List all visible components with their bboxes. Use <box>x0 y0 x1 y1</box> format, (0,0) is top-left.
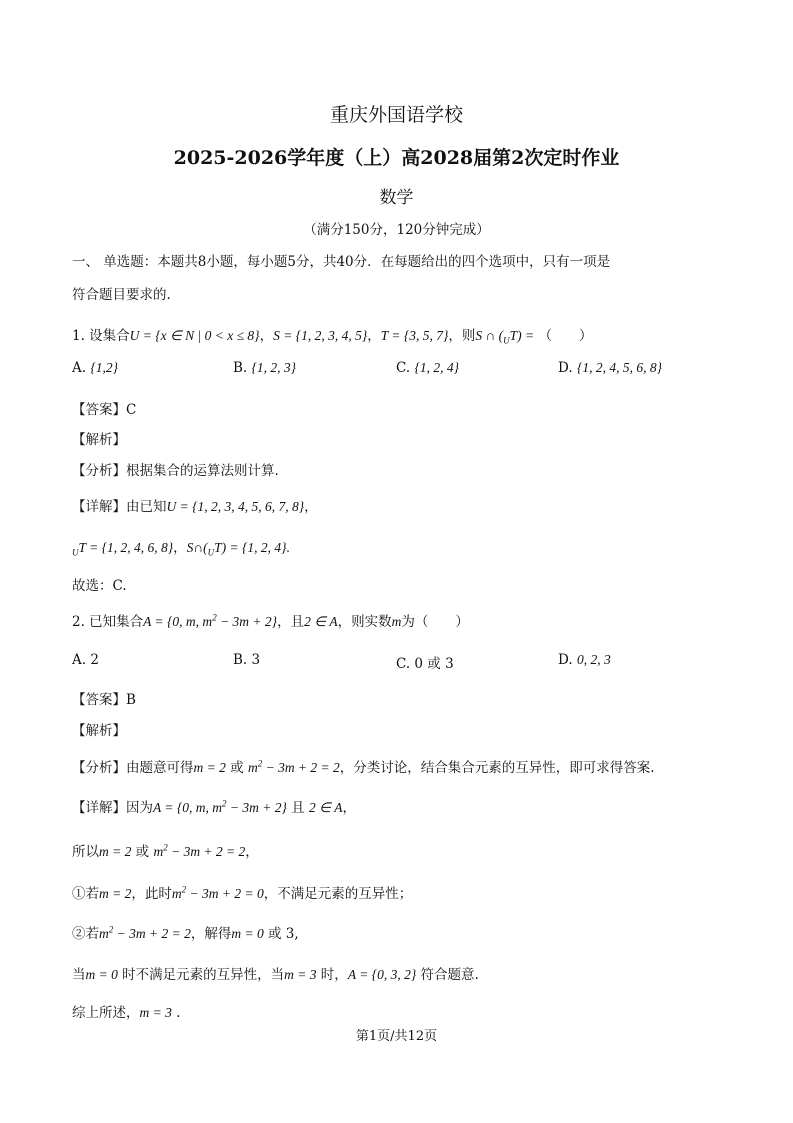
q1-complement-line: $_U$T = {1, 2, 4, 6, 8}，$S\cap(_UT) = \{1$, 2, 4}. <box>72 540 290 558</box>
q2-case-1: ①若m = 2，此时$m^2 - 3m + 2 = 0$，不满足元素的互异性； <box>72 884 413 902</box>
q1-option-a: A. {1,2} <box>72 360 119 376</box>
q1-fenxi: 【分析】根据集合的运算法则计算. <box>72 463 279 479</box>
q1-set-t: T = {3, 5, 7} <box>380 328 449 343</box>
q2-fenxi: 【分析】由题意可得m = 2 或 $m^2 - 3m + 2 = 2$，分类讨论，结合集合元素的互异性，即可求得答案. <box>72 758 655 776</box>
q1-set-s: S = {1, 2, 3, 4, 5} <box>273 328 368 343</box>
q1-option-b: B. {1, 2, 3} <box>233 360 297 376</box>
q1-expr: S ∩ $(_UT)$ = <box>475 328 535 346</box>
subject-title: 数学 <box>379 188 414 208</box>
q2-detail: 【详解】因为A = {0, m, $m^2 - 3m + 2$} 且 2 ∈ A， <box>72 798 356 816</box>
q1-option-c: C. {1, 2, 4} <box>396 360 459 376</box>
q2-analysis-tag: 【解析】 <box>72 723 126 739</box>
page-footer: 第1页/共12页 <box>355 1029 438 1044</box>
q2-option-b: B. 3 <box>233 652 261 668</box>
school-name: 重庆外国语学校 <box>329 104 463 126</box>
q2-answer: 【答案】B <box>72 692 136 708</box>
q1-conclusion: 故选：C. <box>72 578 127 594</box>
q1-analysis-tag: 【解析】 <box>72 432 126 448</box>
q2-option-a: A. 2 <box>72 652 99 668</box>
q1-answer: 【答案】C <box>72 402 137 418</box>
exam-title: 2025-2026学年度（上）高2028届第2次定时作业 <box>173 147 620 169</box>
q1-sep: ， <box>259 328 274 344</box>
q2-option-c: C. 0 或 3 <box>396 656 454 672</box>
question-2: 2. 已知集合A = {0, m, $m^2 - 3m + 2$}，且2 ∈ A，则实数m为（ ） <box>72 612 469 630</box>
q2-so: 所以m = 2 或 $m^2 - 3m + 2 = 2$， <box>72 842 259 860</box>
section-heading-line1: 一、 单选题：本题共8小题，每小题5分，共40分．在每题给出的四个选项中，只有一项是 <box>72 254 611 270</box>
q1-detail: 【详解】由已知U = {1, 2, 3, 4, 5, 6, 7, 8}， <box>72 499 318 515</box>
q2-option-d: D. 0, 2, 3 <box>558 652 611 668</box>
q1-set-u: U = {x ∈ N | 0 < x ≤ 8} <box>129 328 260 343</box>
q1-number: 1. 设集合 <box>72 328 130 344</box>
q2-when: 当m = 0 时不满足元素的互异性，当m = 3 时，A = {0, 3, 2} 符合题意. <box>72 967 479 983</box>
q1-blank: （ ） <box>538 328 593 344</box>
q1-option-d: D. {1, 2, 4, 5, 6, 8} <box>558 360 662 376</box>
q1-then: ，则 <box>448 328 476 344</box>
q2-summary: 综上所述，m = 3 . <box>72 1005 181 1021</box>
question-1 <box>72 324 592 346</box>
q1-sep: ， <box>367 328 381 344</box>
section-heading-line2: 符合题目要求的. <box>72 287 171 303</box>
q2-case-2: ②若$m^2 - 3m + 2 = 2$，解得m = 0 或 3, <box>72 924 299 942</box>
exam-note: （满分150分，120分钟完成） <box>303 222 490 238</box>
